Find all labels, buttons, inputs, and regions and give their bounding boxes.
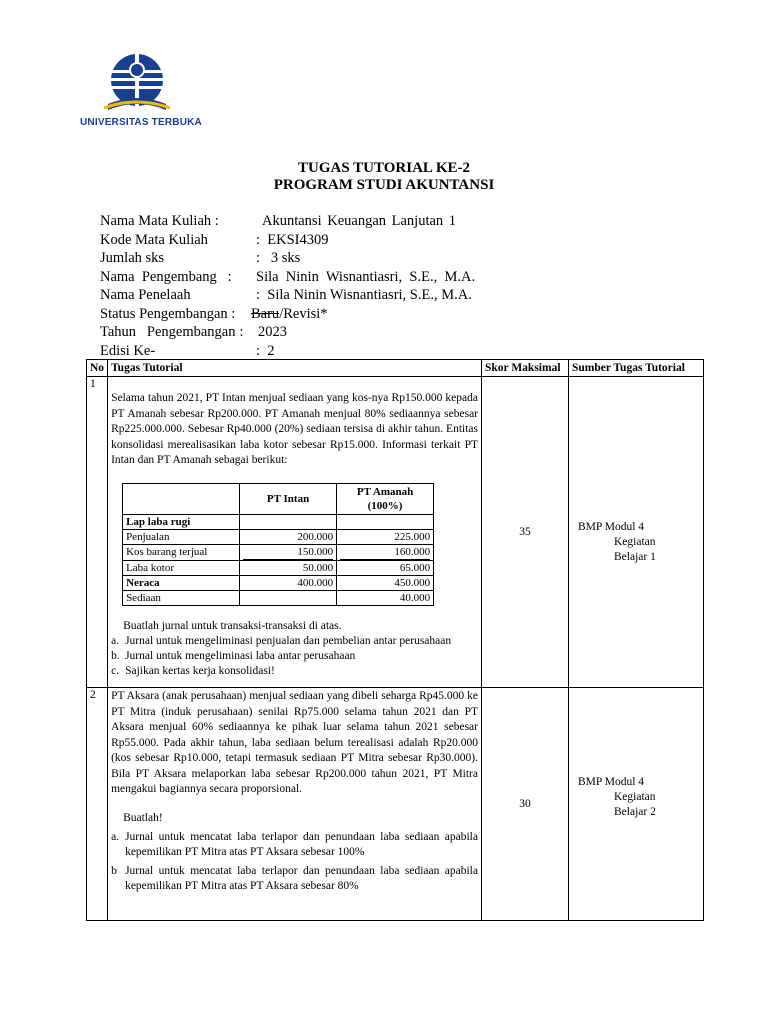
fin-value: 400.000	[240, 575, 337, 590]
source-line: Belajar 2	[614, 806, 656, 818]
fin-value-underlined: 150.000	[243, 545, 333, 560]
table-row	[87, 377, 704, 688]
info-key: Nama Pengembang :	[100, 268, 232, 285]
source-line: Kegiatan	[614, 536, 656, 548]
fin-row	[123, 529, 434, 544]
source-line: Belajar 1	[614, 551, 656, 563]
info-value	[251, 305, 328, 324]
list-text: Jurnal untuk mencatat laba terlapor dan penundaan laba sediaan apabila kepemilikan PT Mitra atas PT Aksara sebesar 100%	[125, 831, 478, 858]
info-row-year	[100, 323, 475, 342]
score-cell: 30	[482, 688, 569, 921]
list-marker: a.	[111, 635, 120, 647]
list-text: Sajikan kertas kerja konsolidasi!	[125, 665, 275, 677]
list-marker: a.	[111, 831, 120, 843]
row-number: 2	[87, 688, 108, 921]
list-item	[111, 864, 478, 894]
task-cell	[108, 377, 482, 688]
list-text: Jurnal untuk mengeliminasi penjualan dan pembelian antar perusahaan	[125, 635, 452, 647]
tutorial-table	[86, 359, 704, 921]
financial-table	[122, 483, 434, 606]
info-value: : 2023	[239, 324, 288, 340]
fin-col-amanah: PT Amanah (100%)	[337, 483, 434, 514]
task-text: PT Aksara (anak perusahaan) menjual sediaan yang dibeli seharga Rp45.000 ke PT Mitra (induk perusahaan) senilai Rp75.000 selama tahun 2021 dan PT Aksara menjual 60% sediaannya ke pihak luar selama tahun 2021 sebesar Rp55.000. Pada akhir tahun, laba sediaan belum terealisasi adalah Rp20.000 (kos sebesar Rp10.000, tetapi termasuk sediaan PT Mitra sebesar Rp30.000). Bila PT Aksara melaporkan laba sebesar Rp200.000 tahun 2021, PT Mitra mengakui bagiannya secara proporsional.	[111, 690, 478, 795]
fin-value: 40.000	[337, 590, 434, 605]
fin-row	[123, 544, 434, 560]
info-key: Jumlah sks	[100, 250, 165, 266]
fin-row	[123, 560, 434, 575]
info-value: Sila Ninin Wisnantiasri, S.E., M.A.	[256, 268, 476, 285]
fin-value: 450.000	[337, 575, 434, 590]
source-text	[572, 520, 700, 565]
info-row-developer	[100, 268, 475, 287]
info-key: Tahun Pengembangan	[100, 324, 236, 340]
task-text: Selama tahun 2021, PT Intan menjual sediaan yang kos-nya Rp150.000 kepada PT Amanah sebesar Rp200.000. PT Amanah menjual 80% sediaannya sebesar Rp225.000.000. Sebesar Rp40.000 (20%) sediaan tersisa di akhir tahun. Entitas konsolidasi merealisasikan laba kotor sebesar Rp15.000. Informasi terkait PT Intan dan PT Amanah sebagai berikut:	[111, 392, 478, 466]
header-source: Sumber Tugas Tutorial	[569, 360, 704, 377]
table-header	[87, 360, 704, 377]
document-title: TUGAS TUTORIAL KE-2	[298, 160, 470, 176]
list-item	[111, 649, 478, 664]
fin-value	[240, 590, 337, 605]
table-row	[87, 688, 704, 921]
fin-value: 50.000	[240, 560, 337, 575]
fin-label: Kos barang terjual	[123, 544, 240, 560]
source-cell	[569, 688, 704, 921]
list-item	[111, 664, 478, 679]
list-marker: b	[111, 865, 117, 877]
fin-label: Lap laba rugi	[123, 514, 240, 529]
info-row-course-code	[100, 231, 475, 250]
task-instruction: Buatlah!	[123, 811, 163, 824]
info-row-edition	[100, 342, 475, 361]
fin-value-underlined: 160.000	[340, 545, 430, 560]
document-subtitle: PROGRAM STUDI AKUNTANSI	[273, 177, 495, 193]
fin-value: 200.000	[240, 529, 337, 544]
list-item	[111, 634, 478, 649]
status-strike: Baru	[251, 305, 280, 322]
source-line: Kegiatan	[614, 791, 656, 803]
info-value: : 2	[256, 342, 275, 359]
fin-value	[337, 544, 434, 560]
list-marker: b.	[111, 650, 120, 662]
info-key: Kode Mata Kuliah	[100, 231, 208, 248]
header-task: Tugas Tutorial	[108, 360, 482, 377]
fin-label: Sediaan	[123, 590, 240, 605]
task-cell	[108, 688, 482, 921]
info-row-reviewer	[100, 286, 475, 305]
fin-header	[123, 483, 434, 514]
info-key: Nama Penelaah	[100, 287, 191, 303]
info-key: Nama Mata Kuliah :	[100, 213, 219, 229]
score-cell: 35	[482, 377, 569, 688]
fin-value: 65.000	[337, 560, 434, 575]
info-row-status	[100, 305, 475, 324]
fin-value	[240, 514, 337, 529]
info-value: : EKSI4309	[256, 231, 329, 248]
task-list	[111, 830, 478, 894]
info-value: : Sila Ninin Wisnantiasri, S.E., M.A.	[256, 287, 472, 303]
fin-label: Penjualan	[123, 529, 240, 544]
info-key: Status Pengembangan :	[100, 305, 236, 322]
fin-value: 225.000	[337, 529, 434, 544]
info-value: : 3 sks	[256, 250, 301, 266]
info-value: Akuntansi Keuangan Lanjutan 1	[262, 213, 457, 229]
info-row-course-name	[100, 212, 475, 231]
fin-col-intan: PT Intan	[240, 483, 337, 514]
fin-value	[337, 514, 434, 529]
list-text: Jurnal untuk mencatat laba terlapor dan penundaan laba sediaan apabila kepemilikan PT Mitra atas PT Aksara sebesar 80%	[125, 865, 478, 892]
source-cell	[569, 377, 704, 688]
source-line: BMP Modul 4	[578, 776, 645, 788]
info-row-sks	[100, 249, 475, 268]
logo-text: UNIVERSITAS TERBUKA	[80, 117, 202, 128]
fin-label: Laba kotor	[123, 560, 240, 575]
row-number: 1	[87, 377, 108, 688]
task-instruction: Buatlah jurnal untuk transaksi-transaksi di atas.	[123, 619, 342, 632]
list-text: Jurnal untuk mengeliminasi laba antar perusahaan	[125, 650, 356, 662]
fin-label: Neraca	[123, 575, 240, 590]
header-score: Skor Maksimal	[482, 360, 569, 377]
list-marker: c.	[111, 665, 120, 677]
info-key: Edisi Ke-	[100, 342, 156, 359]
source-line: BMP Modul 4	[578, 521, 645, 533]
list-item	[111, 830, 478, 860]
course-info	[100, 212, 475, 360]
fin-row	[123, 575, 434, 590]
fin-row	[123, 590, 434, 605]
status-revisi: /Revisi*	[279, 305, 328, 322]
task-list	[111, 634, 478, 679]
fin-value	[240, 544, 337, 560]
fin-row	[123, 514, 434, 529]
source-text	[572, 775, 700, 820]
header-no: No	[87, 360, 108, 377]
